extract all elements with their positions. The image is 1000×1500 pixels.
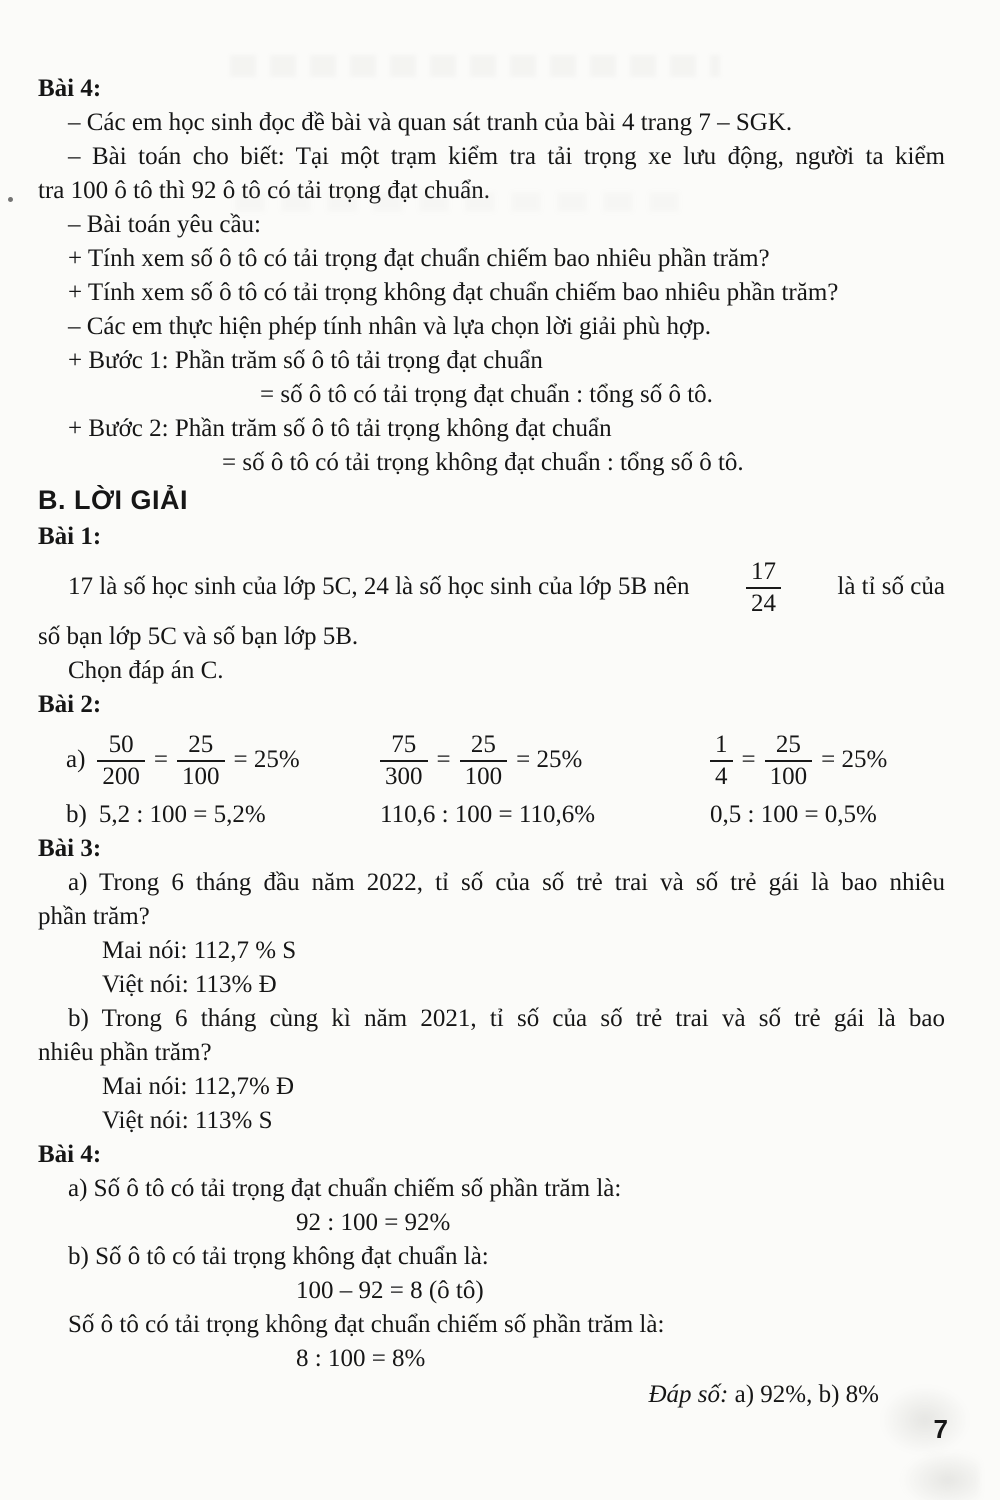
bai4-c-statement: Số ô tô có tải trọng không đạt chuẩn chiếm số phần trăm là: <box>68 1311 665 1338</box>
result-percent: = 25% <box>233 746 300 773</box>
bai3-a-question-2: phần trăm? <box>38 903 150 930</box>
fraction-numerator: 1 <box>710 730 733 762</box>
bai4-c-calculation: 8 : 100 = 8% <box>296 1345 426 1372</box>
fraction-75-300 <box>380 730 428 791</box>
scan-artifact <box>8 197 13 202</box>
guide-line-method: – Các em thực hiện phép tính nhân và lựa chọn lời giải phù hợp. <box>68 313 711 340</box>
fraction-denominator: 24 <box>750 589 776 617</box>
guide-bai4-heading: Bài 4: <box>38 75 102 102</box>
guide-line-given-1: – Bài toán cho biết: Tại một trạm kiểm tra tải trọng xe lưu động, người ta kiểm <box>68 143 945 170</box>
bai2-a-group-2 <box>380 730 710 791</box>
bai3-b-mai-statement: Mai nói: 112,7% Đ <box>102 1073 295 1100</box>
bai2-row-a <box>38 722 945 798</box>
equals-sign: = <box>153 746 169 773</box>
bai1-solution-line <box>38 554 945 620</box>
equals-sign: = <box>436 746 451 773</box>
bai2-b-item-2 <box>380 798 710 832</box>
bai2-a-group-3 <box>710 730 945 791</box>
bai2-b-item-3 <box>710 798 945 832</box>
fraction-denominator: 200 <box>102 762 140 790</box>
answer-label: Đáp số: <box>648 1381 729 1408</box>
guide-line-read: – Các em học sinh đọc đề bài và quan sát tranh của bài 4 trang 7 – SGK. <box>68 109 793 136</box>
bai1-heading: Bài 1: <box>38 523 102 550</box>
bai3-a-viet-statement: Việt nói: 113% Đ <box>102 971 277 998</box>
bai4-b-statement: b) Số ô tô có tải trọng không đạt chuẩn là: <box>68 1243 489 1270</box>
fraction-25-100 <box>765 730 813 791</box>
fraction-numerator: 50 <box>97 730 145 762</box>
bai4-a-statement: a) Số ô tô có tải trọng đạt chuẩn chiếm số phần trăm là: <box>68 1175 622 1202</box>
fraction-numerator: 17 <box>746 557 781 589</box>
guide-line-step1-formula: = số ô tô có tải trọng đạt chuẩn : tổng số ô tô. <box>260 381 713 408</box>
fraction-1-4 <box>710 730 733 791</box>
fraction-25-100 <box>177 730 225 791</box>
bai4-b-calculation: 100 – 92 = 8 (ô tô) <box>296 1277 484 1304</box>
fraction-denominator: 4 <box>715 762 728 790</box>
fraction-denominator: 300 <box>385 762 423 790</box>
page-number: 7 <box>933 1414 948 1444</box>
bai1-answer-choice: Chọn đáp án C. <box>68 657 224 684</box>
fraction-denominator: 100 <box>464 762 503 790</box>
bai2-heading: Bài 2: <box>38 691 102 718</box>
fraction-17-24 <box>746 557 781 618</box>
bai2-b-calc-3: 0,5 : 100 = 0,5% <box>710 801 877 828</box>
bai3-a-mai-statement: Mai nói: 112,7 % S <box>102 937 297 964</box>
bai4-heading: Bài 4: <box>38 1141 102 1168</box>
guide-line-step2-formula: = số ô tô có tải trọng không đạt chuẩn : tổng số ô tô. <box>222 449 744 476</box>
answer-value: a) 92%, b) 8% <box>734 1381 879 1408</box>
bai4-a-calculation: 92 : 100 = 92% <box>296 1209 451 1236</box>
bai2-b-label: b) <box>66 801 87 828</box>
scan-artifact <box>900 1450 980 1500</box>
fraction-numerator: 25 <box>765 730 813 762</box>
result-percent: = 25% <box>516 746 583 773</box>
bai2-a-group-1 <box>38 730 380 791</box>
guide-line-require: – Bài toán yêu cầu: <box>68 211 261 238</box>
guide-line-step2: + Bước 2: Phần trăm số ô tô tải trọng không đạt chuẩn <box>68 415 612 442</box>
guide-line-q1: + Tính xem số ô tô có tải trọng đạt chuẩn chiếm bao nhiêu phần trăm? <box>68 245 770 272</box>
fraction-numerator: 25 <box>177 730 225 762</box>
bai4-final-answer <box>38 1378 945 1412</box>
equals-sign: = <box>741 746 756 773</box>
bai2-b-item-1 <box>38 798 380 832</box>
guide-line-q2: + Tính xem số ô tô có tải trọng không đạt chuẩn chiếm bao nhiêu phần trăm? <box>68 279 839 306</box>
bai1-text-before: 17 là số học sinh của lớp 5C, 24 là số học sinh của lớp 5B nên <box>68 573 690 600</box>
fraction-numerator: 75 <box>380 730 428 762</box>
bai2-b-calc-1: 5,2 : 100 = 5,2% <box>98 801 266 828</box>
fraction-denominator: 100 <box>182 762 220 790</box>
bai3-b-question-2: nhiêu phần trăm? <box>38 1039 212 1066</box>
fraction-50-200 <box>97 730 145 791</box>
bai1-text-after: là tỉ số của <box>837 573 945 600</box>
bai3-a-question-1: a) Trong 6 tháng đầu năm 2022, tỉ số của số trẻ trai và số trẻ gái là bao nhiêu <box>68 869 945 896</box>
bai3-heading: Bài 3: <box>38 835 102 862</box>
bai3-b-viet-statement: Việt nói: 113% S <box>102 1107 273 1134</box>
result-percent: = 25% <box>821 746 888 773</box>
fraction-denominator: 100 <box>769 762 808 790</box>
bai1-solution-line-2: số bạn lớp 5C và số bạn lớp 5B. <box>38 623 359 650</box>
solutions-section-heading: B. LỜI GIẢI <box>38 485 189 515</box>
bai3-b-question-1: b) Trong 6 tháng cùng kì năm 2021, tỉ số của số trẻ trai và số trẻ gái là bao <box>68 1005 945 1032</box>
fraction-25-100 <box>460 730 508 791</box>
bai2-b-calc-2: 110,6 : 100 = 110,6% <box>380 801 596 828</box>
fraction-numerator: 25 <box>460 730 508 762</box>
guide-line-given-2: tra 100 ô tô thì 92 ô tô có tải trọng đạt chuẩn. <box>38 177 490 204</box>
bai2-row-b <box>38 798 945 832</box>
bai2-a-label: a) <box>66 746 86 773</box>
guide-line-step1: + Bước 1: Phần trăm số ô tô tải trọng đạt chuẩn <box>68 347 543 374</box>
